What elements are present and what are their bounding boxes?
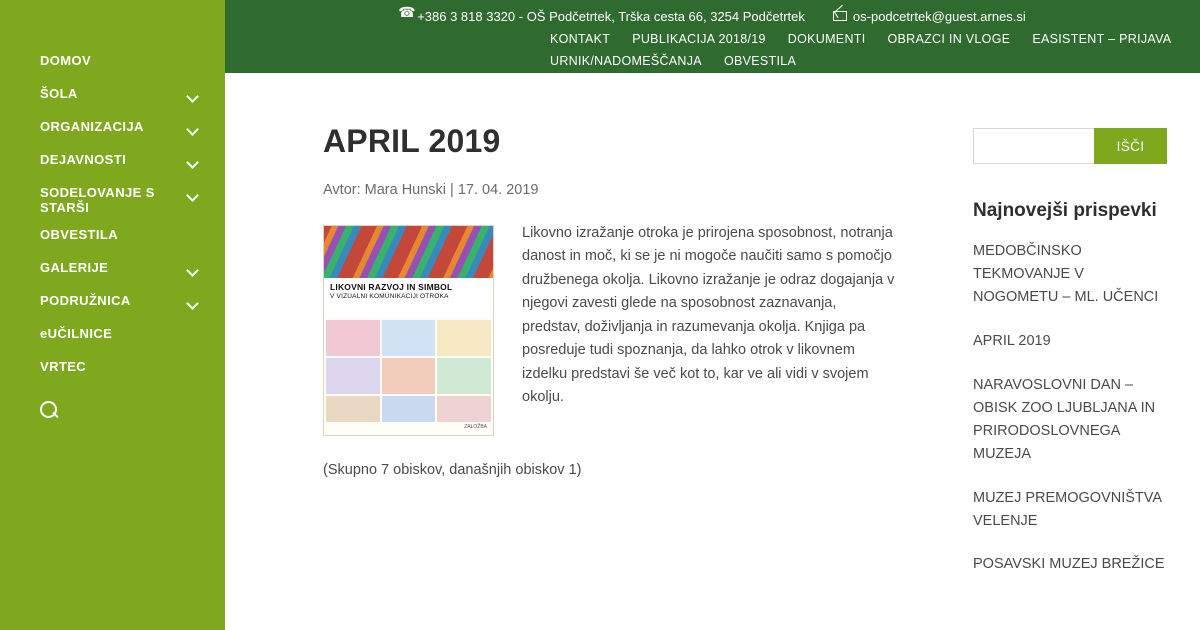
- cover-artwork-middle: [324, 318, 493, 396]
- sidebar-search-toggle[interactable]: [0, 401, 225, 426]
- email-text: os-podcetrtek@guest.arnes.si: [852, 8, 1026, 24]
- envelope-icon: [833, 11, 847, 21]
- topbar-item-kontakt[interactable]: KONTAKT: [550, 32, 611, 46]
- sidebar-item-label: VRTEC: [40, 358, 87, 374]
- email-contact[interactable]: [819, 9, 1040, 24]
- cover-thumb: [326, 358, 380, 394]
- chevron-down-icon[interactable]: [187, 156, 199, 168]
- cover-thumb: [382, 396, 436, 422]
- sidebar-item-label: eUČILNICE: [40, 325, 113, 341]
- search-submit-button[interactable]: IŠČI: [1094, 128, 1167, 164]
- site-logo[interactable]: [0, 0, 225, 40]
- post-body: Likovno izražanje otroka je prirojena sposobnost, notranja danost in moč, ki se je ni mogoče naučiti samo s pomočjo družbenega okolja. Likovno izražanje je odraz dogajanja v njegovi zavesti glede na sposobnost zaznavanja, predstav, doživljanja in razumevanja okolja. Knjiga pa posreduje tudi spoznanja, da lahko otrok v likovnem izdelku predstavi še več kot to, kar ve ali vidi v svojem okolju.: [522, 225, 895, 406]
- sidebar-item-galerije[interactable]: [0, 255, 225, 288]
- sidebar-item-label: GALERIJE: [40, 259, 109, 275]
- sidebar-item-organizacija[interactable]: [0, 114, 225, 147]
- cover-thumb: [326, 396, 380, 422]
- search-form: [973, 128, 1167, 164]
- cover-title-band: [324, 278, 493, 318]
- article-content: [225, 73, 940, 630]
- cover-title-line1: LIKOVNI RAZVOJ IN SIMBOL: [330, 282, 453, 292]
- secondary-navigation: [225, 28, 1200, 72]
- post-visit-stats: (Skupno 7 obiskov, današnjih obiskov 1): [323, 462, 582, 478]
- list-item[interactable]: APRIL 2019: [973, 333, 1051, 350]
- list-item[interactable]: NARAVOSLOVNI DAN – OBISK ZOO LJUBLJANA IN PRIRODOSLOVNEGA MUZEJA: [973, 377, 1156, 462]
- cover-thumb: [382, 320, 436, 356]
- chevron-down-icon[interactable]: [187, 189, 199, 201]
- topbar-item-urnik-nadomescanja[interactable]: URNIK/NADOMEŠČANJA: [550, 54, 702, 68]
- sidebar-item-label: PODRUŽNICA: [40, 292, 131, 308]
- cover-artwork-top: [324, 226, 493, 278]
- phone-text: +386 3 818 3320 - OŠ Podčetrtek, Trška cesta 66, 3254 Podčetrtek: [417, 8, 805, 24]
- sidebar-item-dejavnosti[interactable]: [0, 147, 225, 180]
- chevron-down-icon[interactable]: [187, 123, 199, 135]
- sidebar-item-domov[interactable]: [0, 48, 225, 81]
- book-cover-image[interactable]: [323, 225, 494, 436]
- cover-title-line2: V VIZUALNI KOMUNIKACIJI OTROKA: [330, 292, 449, 300]
- chevron-down-icon[interactable]: [187, 264, 199, 276]
- list-item[interactable]: MEDOBČINSKO TEKMOVANJE V NOGOMETU – ML. UČENCI: [973, 243, 1159, 306]
- cover-thumb: [437, 320, 491, 356]
- topbar-item-dokumenti[interactable]: DOKUMENTI: [787, 32, 866, 46]
- left-sidebar: [0, 0, 225, 630]
- sidebar-item-sodelovanje-s-starsi[interactable]: [0, 180, 225, 222]
- sidebar-item-obvestila[interactable]: [0, 222, 225, 255]
- sidebar-item-label: OBVESTILA: [40, 226, 118, 242]
- recent-posts-heading: Najnovejši prispevki: [973, 200, 1157, 221]
- sidebar-item-label: ŠOLA: [40, 86, 78, 101]
- cover-artwork-bottom: [324, 394, 493, 435]
- sidebar-item-label: DOMOV: [40, 53, 92, 68]
- cover-thumb: [326, 320, 380, 356]
- post-meta: Avtor: Mara Hunski | 17. 04. 2019: [323, 182, 539, 198]
- search-icon[interactable]: [40, 401, 60, 421]
- contact-bar: [225, 0, 1200, 28]
- right-sidebar: [940, 73, 1200, 630]
- sidebar-item-sola[interactable]: [0, 81, 225, 114]
- sidebar-item-label: ORGANIZACIJA: [40, 119, 144, 134]
- main-navigation: [0, 48, 225, 387]
- page-title: APRIL 2019: [323, 123, 501, 159]
- sidebar-item-label: SODELOVANJE S STARŠI: [40, 185, 155, 215]
- list-item[interactable]: MUZEJ PREMOGOVNIŠTVA VELENJE: [973, 489, 1162, 529]
- sidebar-item-label: DEJAVNOSTI: [40, 152, 127, 167]
- sidebar-item-eucilnice[interactable]: [0, 321, 225, 354]
- topbar-item-obrazci-in-vloge[interactable]: OBRAZCI IN VLOGE: [887, 32, 1011, 46]
- cover-thumb: [437, 396, 491, 422]
- topbar-item-publikacija[interactable]: PUBLIKACIJA 2018/19: [632, 32, 766, 46]
- cover-thumb: [437, 358, 491, 394]
- chevron-down-icon[interactable]: [187, 297, 199, 309]
- topbar-item-obvestila[interactable]: OBVESTILA: [723, 54, 797, 68]
- topbar-item-easistent-prijava[interactable]: EASISTENT – PRIJAVA: [1032, 32, 1172, 46]
- top-bar: [225, 0, 1200, 73]
- cover-footer-text: ZALOŽBA: [464, 424, 487, 430]
- cover-thumb: [382, 358, 436, 394]
- list-item[interactable]: POSAVSKI MUZEJ BREŽICE: [973, 556, 1165, 573]
- phone-icon: [399, 10, 411, 22]
- sidebar-item-podruznica[interactable]: [0, 288, 225, 321]
- recent-posts-list: [973, 240, 1167, 576]
- phone-contact[interactable]: [385, 9, 819, 24]
- search-input[interactable]: [973, 128, 1094, 164]
- sidebar-item-vrtec[interactable]: [0, 354, 225, 387]
- chevron-down-icon[interactable]: [187, 90, 199, 102]
